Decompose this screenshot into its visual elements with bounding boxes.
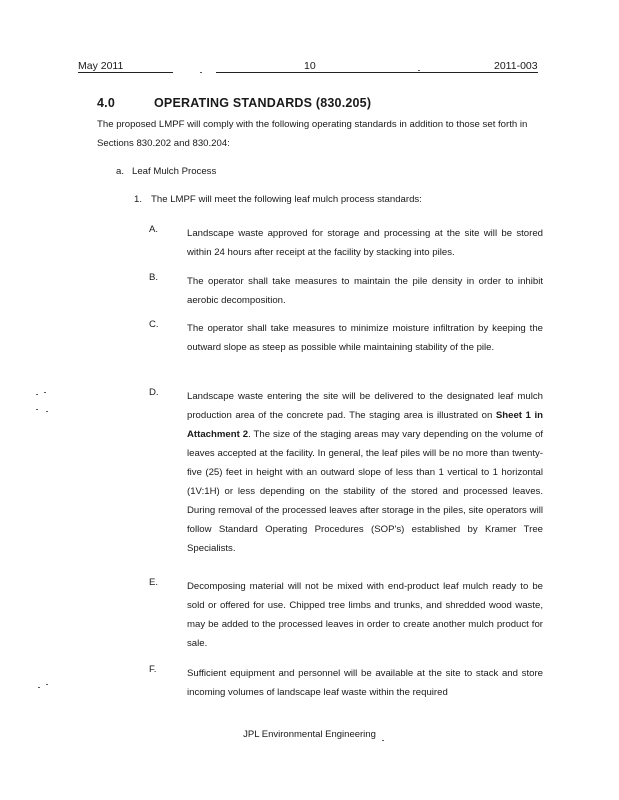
section-title: OPERATING STANDARDS (830.205) <box>154 96 372 110</box>
scan-speck <box>38 687 40 688</box>
scan-speck <box>382 740 384 741</box>
standard-text: Sufficient equipment and personnel will be available at the site to stack and store incoming volumes of landscape leaf waste within the required <box>187 668 543 698</box>
standard-letter: B. <box>149 272 159 283</box>
standard-letter: A. <box>149 224 159 235</box>
scan-speck <box>44 392 46 393</box>
subsection-title: Leaf Mulch Process <box>132 166 217 177</box>
scan-speck <box>46 411 48 412</box>
header-doc-id: 2011-003 <box>494 60 538 72</box>
scan-speck <box>36 394 38 395</box>
item-text: The LMPF will meet the following leaf mulch process standards: <box>151 194 422 205</box>
standard-text <box>187 387 543 558</box>
scan-speck <box>200 72 202 73</box>
standard-letter: C. <box>149 319 159 330</box>
item-label: 1. <box>134 194 143 205</box>
header-rule-right <box>216 72 538 73</box>
standard-text: Decomposing material will not be mixed with end-product leaf mulch ready to be sold or offered for use. Chipped tree limbs and trunks, and shredded wood waste, may be added to the processed leaves in order to create another mulch product for sale. <box>187 581 543 649</box>
sheet-reference: Sheet 1 in Attachment 2 <box>187 410 543 440</box>
numbered-item <box>134 194 422 205</box>
standard-letter: E. <box>149 577 159 588</box>
section-intro: The proposed LMPF will comply with the following operating standards in addition to those set forth in Sections 830.202 and 830.204: <box>97 119 528 149</box>
header-page-number: 10 <box>304 60 316 72</box>
standard-text-before: Landscape waste entering the site will be delivered to the designated leaf mulch production area of the concrete pad. The staging area is illustrated on <box>187 391 543 421</box>
standard-letter: D. <box>149 387 159 398</box>
standard-text: The operator shall take measures to maintain the pile density in order to inhibit aerobic decomposition. <box>187 276 543 306</box>
subsection-label: a. <box>116 166 125 177</box>
section-number: 4.0 <box>97 96 115 110</box>
section-heading <box>97 96 371 110</box>
footer: JPL Environmental Engineering <box>243 729 376 740</box>
scan-speck <box>46 684 48 685</box>
scan-speck <box>418 70 420 71</box>
standard-text: The operator shall take measures to minimize moisture infiltration by keeping the outward slope as steep as possible while maintaining stability of the pile. <box>187 323 543 353</box>
header-rule-left <box>78 72 173 73</box>
scan-speck <box>36 409 38 410</box>
header-date: May 2011 <box>78 60 124 72</box>
standard-text: Landscape waste approved for storage and processing at the site will be stored within 24 hours after receipt at the facility by stacking into piles. <box>187 228 543 258</box>
standard-letter: F. <box>149 664 157 675</box>
standard-text-after: . The size of the staging areas may vary depending on the volume of leaves accepted at the facility. In general, the leaf piles will be no more than twenty-five (25) feet in height with an outward slope of less than 1 vertical to 1 horizontal (1V:1H) or less depending on the stability of the stored and processed leaves. During removal of the processed leaves after storage in the piles, site operators will follow Standard Operating Procedures (SOP's) established by Kramer Tree Specialists. <box>187 429 543 554</box>
subsection-heading <box>116 166 216 177</box>
